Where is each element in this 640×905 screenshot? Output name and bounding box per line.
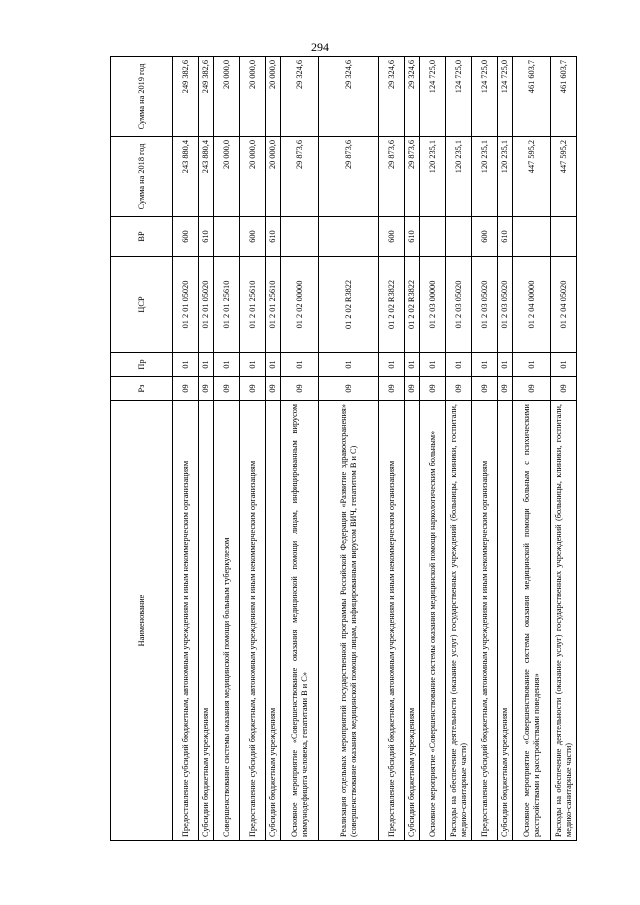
row-rz: 09 [446,377,472,401]
row-csr: 01 2 01 25610 [240,257,266,353]
row-pr: 01 [240,353,266,377]
row-pr: 01 [379,353,405,377]
row-csr: 01 2 02 R3822 [379,257,405,353]
row-vr [319,217,379,257]
row-name: Расходы на обеспечение деятельности (оказание услуг) государственных учреждений (больницы, клиники, госпитали, медико-санитарные части) [446,401,472,841]
row-rz: 09 [266,377,281,401]
row-pr: 01 [446,353,472,377]
row-name: Предоставление субсидий бюджетным, автономным учреждениям и иным некоммерческим организациям [472,401,498,841]
row-sum-2019: 29 324,6 [281,57,319,137]
header-sum-2018: Сумма на 2018 год [111,137,173,217]
row-vr: 610 [199,217,214,257]
header-csr: ЦСР [111,257,173,353]
row-sum-2018: 120 235,1 [472,137,498,217]
row-name: Основное мероприятие «Совершенствование системы оказания медицинской помощи наркологическим больным» [420,401,446,841]
row-vr: 610 [266,217,281,257]
table-row [240,57,266,841]
row-rz: 09 [173,377,199,401]
row-sum-2018: 20 000,0 [266,137,281,217]
row-rz: 09 [199,377,214,401]
row-sum-2019: 124 725,0 [472,57,498,137]
row-pr: 01 [214,353,240,377]
row-vr: 600 [379,217,405,257]
row-pr: 01 [173,353,199,377]
header-pr: Пр [111,353,173,377]
row-sum-2019: 249 382,6 [199,57,214,137]
row-pr: 01 [420,353,446,377]
row-csr: 01 2 02 00000 [281,257,319,353]
row-name: Предоставление субсидий бюджетным, автономным учреждениям и иным некоммерческим организациям [240,401,266,841]
row-sum-2019: 124 725,0 [420,57,446,137]
row-sum-2018: 447 595,2 [551,137,577,217]
page-number: 294 [311,40,329,54]
row-csr: 01 2 03 05020 [498,257,513,353]
row-name: Предоставление субсидий бюджетным, автономным учреждениям и иным некоммерческим организациям [173,401,199,841]
row-rz: 09 [472,377,498,401]
row-pr: 01 [405,353,420,377]
table-row [173,57,199,841]
row-vr [446,217,472,257]
table-row [405,57,420,841]
table-row [551,57,577,841]
row-vr: 610 [498,217,513,257]
row-name: Основное мероприятие «Совершенствование системы оказания медицинской помощи больным с психическими расстройствами и расстройствами поведения» [513,401,551,841]
table-row [513,57,551,841]
row-pr: 01 [472,353,498,377]
row-pr: 01 [513,353,551,377]
row-name: Совершенствование системы оказания медицинской помощи больным туберкулезом [214,401,240,841]
row-sum-2019: 29 324,6 [379,57,405,137]
table-row [498,57,513,841]
table-header-row [111,57,173,841]
row-pr: 01 [319,353,379,377]
row-rz: 09 [281,377,319,401]
row-name: Основное мероприятие «Совершенствование оказания медицинской помощи лицам, инфицированным вирусом иммунодефицита человека, гепатитами В и С» [281,401,319,841]
row-sum-2018: 243 880,4 [173,137,199,217]
row-pr: 01 [266,353,281,377]
row-pr: 01 [281,353,319,377]
row-name: Субсидии бюджетным учреждениям [498,401,513,841]
row-sum-2018: 29 873,6 [405,137,420,217]
row-sum-2018: 29 873,6 [319,137,379,217]
row-sum-2018: 120 235,1 [446,137,472,217]
row-sum-2018: 447 595,2 [513,137,551,217]
row-rz: 09 [240,377,266,401]
table-row [214,57,240,841]
row-rz: 09 [420,377,446,401]
row-sum-2018: 20 000,0 [214,137,240,217]
row-pr: 01 [199,353,214,377]
row-sum-2018: 243 880,4 [199,137,214,217]
row-sum-2018: 29 873,6 [379,137,405,217]
row-csr: 01 2 03 05020 [472,257,498,353]
row-name: Предоставление субсидий бюджетным, автономным учреждениям и иным некоммерческим организациям [379,401,405,841]
row-rz: 09 [214,377,240,401]
row-csr: 01 2 01 25610 [266,257,281,353]
header-vr: ВР [111,217,173,257]
row-csr: 01 2 04 00000 [513,257,551,353]
row-csr: 01 2 01 25610 [214,257,240,353]
row-name: Субсидии бюджетным учреждениям [199,401,214,841]
table-row [266,57,281,841]
row-sum-2019: 249 382,6 [173,57,199,137]
row-sum-2019: 20 000,0 [214,57,240,137]
row-sum-2018: 20 000,0 [240,137,266,217]
table-row [281,57,319,841]
row-rz: 09 [513,377,551,401]
row-vr: 600 [240,217,266,257]
row-csr: 01 2 03 00000 [420,257,446,353]
budget-table [110,56,577,841]
row-sum-2018: 120 235,1 [420,137,446,217]
row-sum-2019: 461 603,7 [551,57,577,137]
row-name: Субсидии бюджетным учреждениям [405,401,420,841]
row-sum-2018: 120 235,1 [498,137,513,217]
row-vr [281,217,319,257]
header-sum-2019: Сумма на 2019 год [111,57,173,137]
row-name: Реализация отдельных мероприятий государственной программы Российской Федерации «Развитие здравоохранения» (совершенствование оказания медицинской помощи лицам, инфицированным вирусом ВИЧ, гепатитом В и С) [319,401,379,841]
table-row [446,57,472,841]
row-sum-2019: 29 324,6 [319,57,379,137]
row-pr: 01 [498,353,513,377]
row-rz: 09 [379,377,405,401]
row-vr: 610 [405,217,420,257]
row-vr [214,217,240,257]
row-vr: 600 [472,217,498,257]
row-rz: 09 [319,377,379,401]
table-row [420,57,446,841]
header-name: Наименование [111,401,173,841]
row-pr: 01 [551,353,577,377]
row-csr: 01 2 03 05020 [446,257,472,353]
row-vr [551,217,577,257]
row-csr: 01 2 01 05020 [173,257,199,353]
row-name: Субсидии бюджетным учреждениям [266,401,281,841]
row-sum-2019: 461 603,7 [513,57,551,137]
row-vr [513,217,551,257]
row-csr: 01 2 01 05020 [199,257,214,353]
table-row [199,57,214,841]
row-csr: 01 2 02 R3822 [319,257,379,353]
header-rz: Рз [111,377,173,401]
row-csr: 01 2 04 05020 [551,257,577,353]
row-sum-2018: 29 873,6 [281,137,319,217]
table-row [472,57,498,841]
row-sum-2019: 124 725,0 [446,57,472,137]
table-row [379,57,405,841]
row-rz: 09 [551,377,577,401]
row-sum-2019: 124 725,0 [498,57,513,137]
row-rz: 09 [498,377,513,401]
row-rz: 09 [405,377,420,401]
row-vr: 600 [173,217,199,257]
table-row [319,57,379,841]
row-csr: 01 2 02 R3822 [405,257,420,353]
row-sum-2019: 20 000,0 [266,57,281,137]
row-vr [420,217,446,257]
row-sum-2019: 20 000,0 [240,57,266,137]
row-sum-2019: 29 324,6 [405,57,420,137]
row-name: Расходы на обеспечение деятельности (оказание услуг) государственных учреждений (больницы, клиники, госпитали, медико-санитарные части) [551,401,577,841]
